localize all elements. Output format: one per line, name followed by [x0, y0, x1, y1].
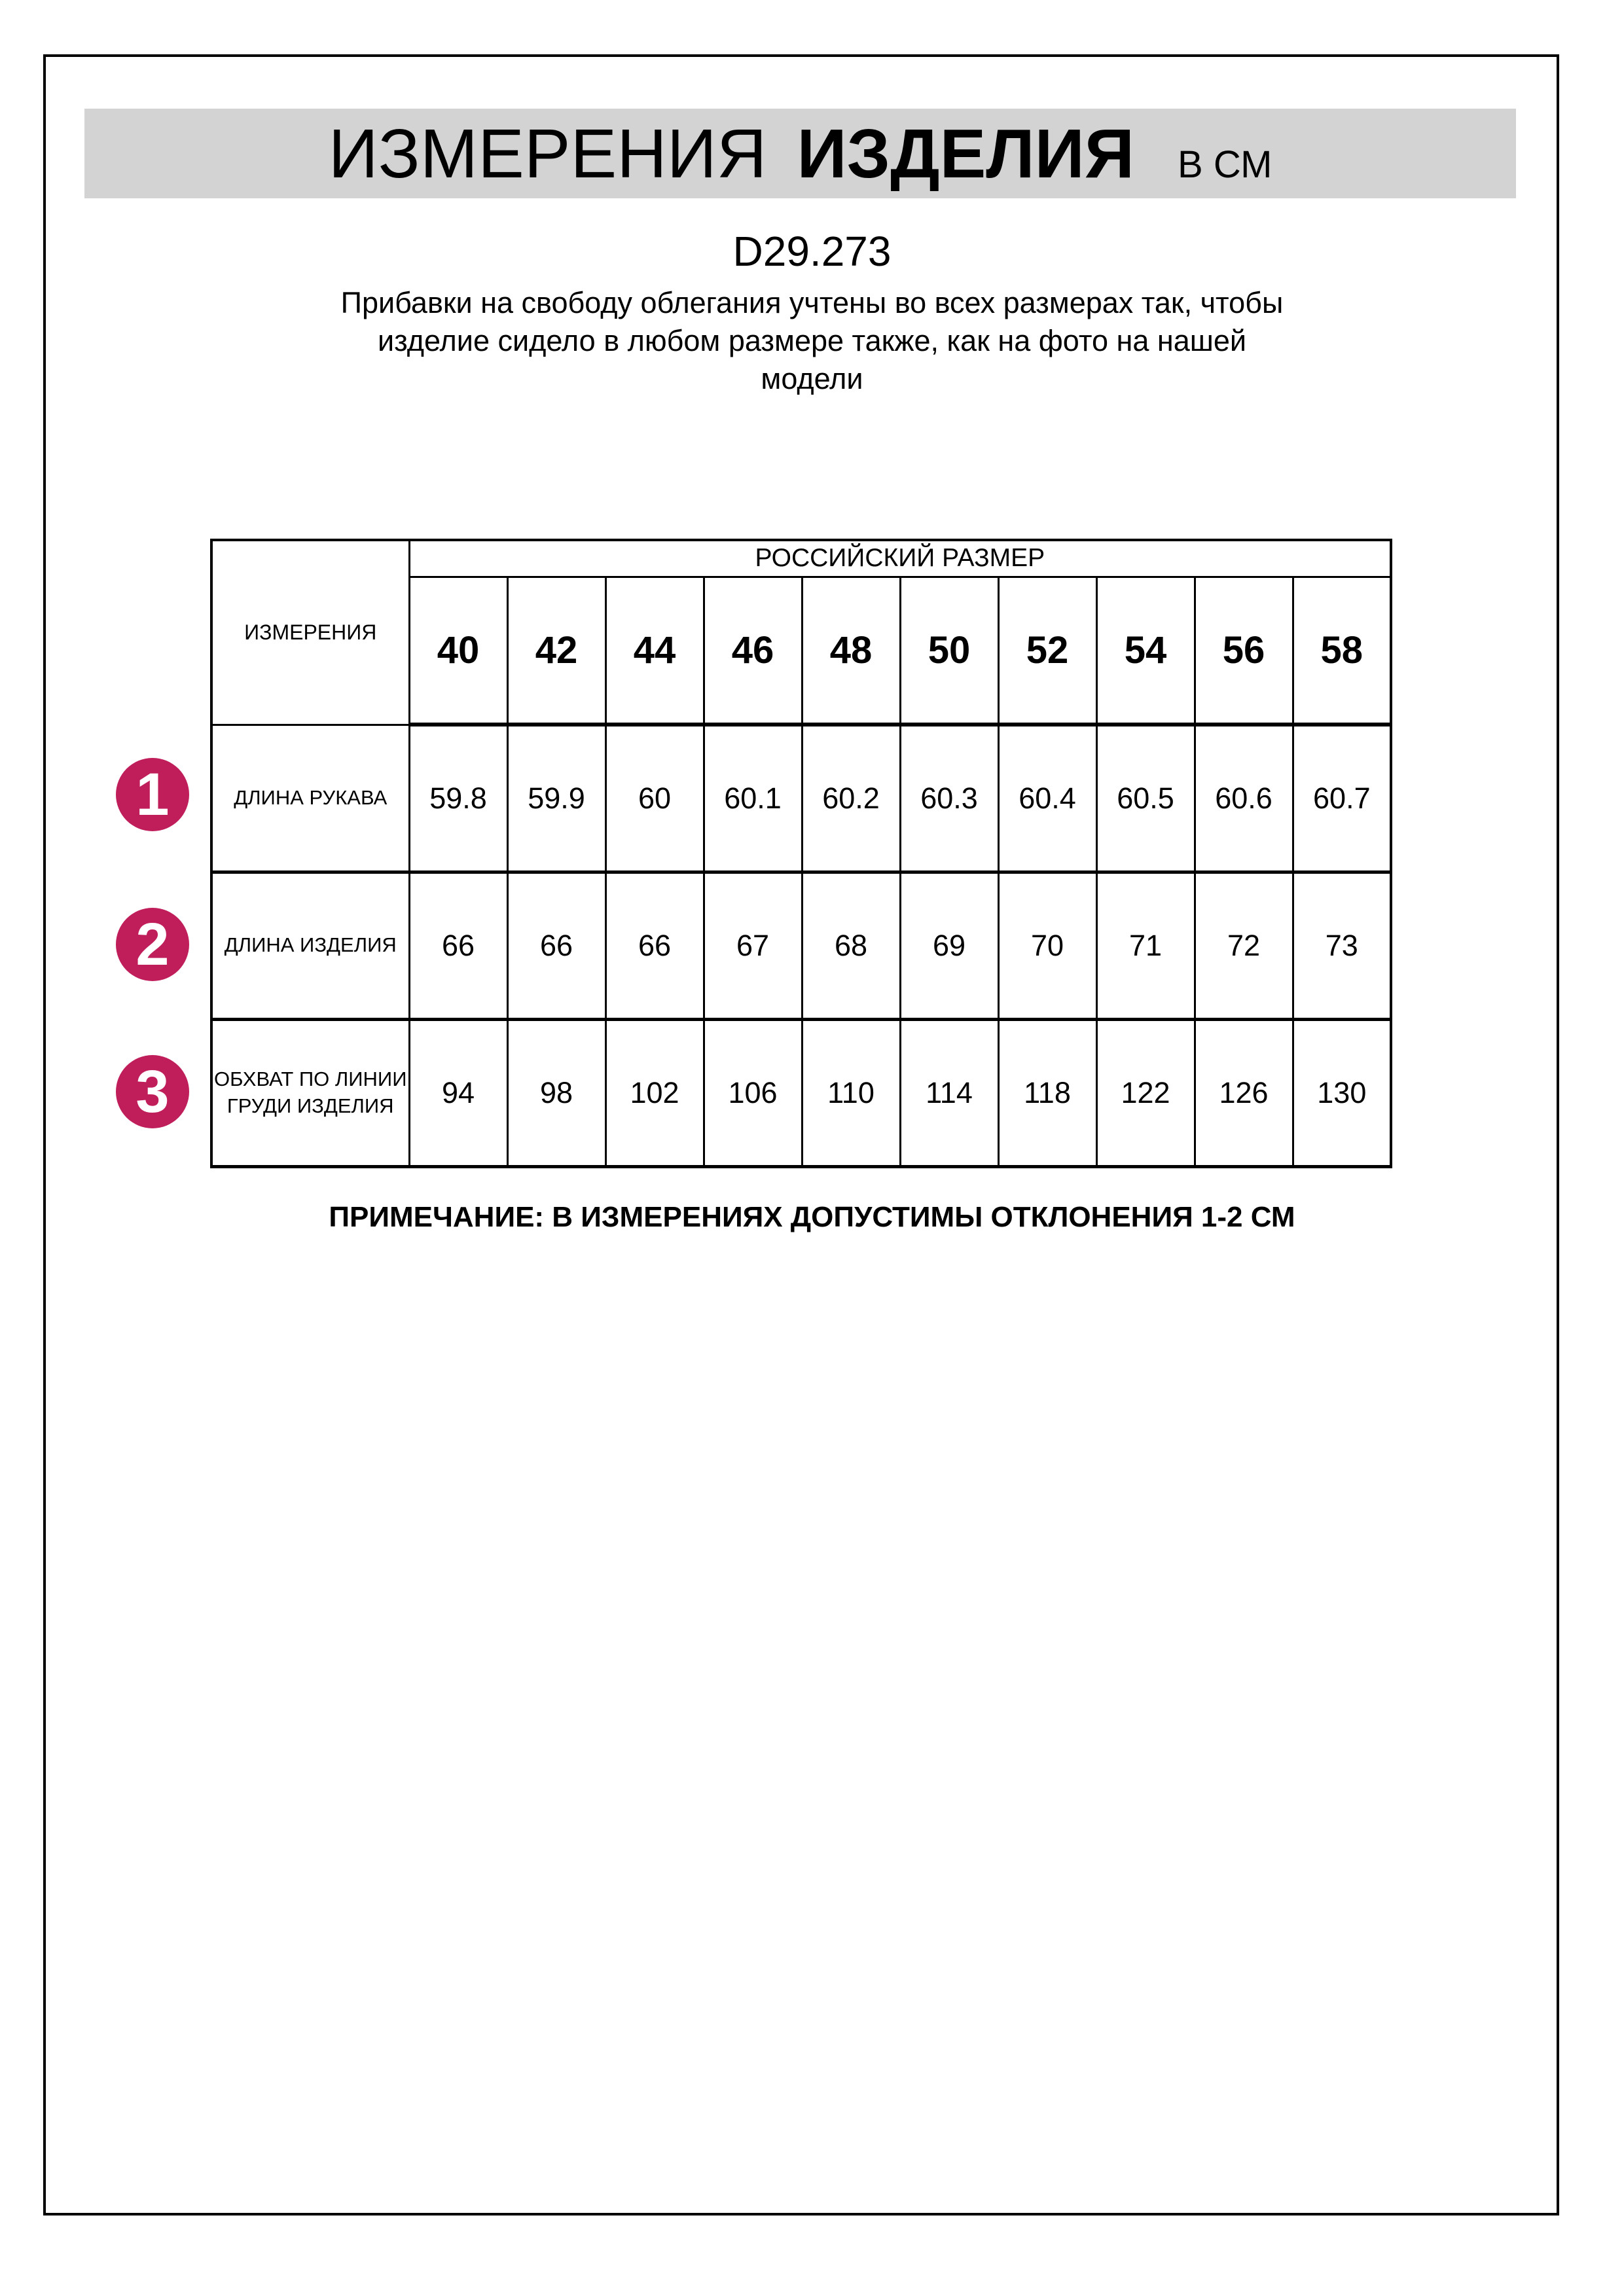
- measurement-label: ДЛИНА ИЗДЕЛИЯ: [211, 872, 409, 1019]
- page-title-unit: В СМ: [1178, 143, 1272, 186]
- measurement-value: 60.6: [1195, 725, 1293, 872]
- page-title: ИЗМЕРЕНИЯ: [328, 115, 767, 192]
- measurement-value: 68: [802, 872, 900, 1019]
- fit-description-line-1: Прибавки на свободу облегания учтены во всех размерах так, чтобы: [340, 286, 1284, 319]
- measurement-value: 102: [605, 1019, 704, 1166]
- size-header-50: 50: [900, 577, 998, 725]
- row-number-badge-3: 3: [116, 1055, 189, 1128]
- row-number-badge-2: 2: [116, 908, 189, 981]
- measurements-table: [210, 539, 1392, 1168]
- measurement-value: 60.5: [1096, 725, 1195, 872]
- measurement-value: 60.4: [998, 725, 1096, 872]
- measurement-value: 72: [1195, 872, 1293, 1019]
- page-title-line: [328, 115, 1272, 192]
- measurement-value: 71: [1096, 872, 1195, 1019]
- russian-size-header: РОССИЙСКИЙ РАЗМЕР: [409, 540, 1391, 577]
- measurement-value: 73: [1293, 872, 1391, 1019]
- measurement-value: 60.3: [900, 725, 998, 872]
- measurement-value: 59.9: [507, 725, 605, 872]
- fit-description: [0, 284, 1624, 398]
- title-banner: [84, 109, 1516, 198]
- measurement-value: 106: [704, 1019, 802, 1166]
- size-header-56: 56: [1195, 577, 1293, 725]
- size-header-58: 58: [1293, 577, 1391, 725]
- measurement-value: 60.2: [802, 725, 900, 872]
- measurement-value: 66: [605, 872, 704, 1019]
- measurement-value: 122: [1096, 1019, 1195, 1166]
- measurement-value: 94: [409, 1019, 507, 1166]
- page-title-emphasis: ИЗДЕЛИЯ: [797, 115, 1135, 192]
- measurement-value: 130: [1293, 1019, 1391, 1166]
- measurement-value: 98: [507, 1019, 605, 1166]
- size-header-46: 46: [704, 577, 802, 725]
- measurement-value: 66: [409, 872, 507, 1019]
- fit-description-line-3: модели: [761, 362, 863, 395]
- measurement-label: ДЛИНА РУКАВА: [211, 725, 409, 872]
- table-row-1: [211, 725, 1391, 872]
- size-header-48: 48: [802, 577, 900, 725]
- measurement-value: 66: [507, 872, 605, 1019]
- row-number-badge-1: 1: [116, 758, 189, 831]
- size-header-42: 42: [507, 577, 605, 725]
- size-header-52: 52: [998, 577, 1096, 725]
- measurement-value: 60: [605, 725, 704, 872]
- measurement-value: 59.8: [409, 725, 507, 872]
- measurement-value: 110: [802, 1019, 900, 1166]
- measurement-value: 67: [704, 872, 802, 1019]
- fit-description-line-2: изделие сидело в любом размере также, как на фото на нашей: [377, 324, 1247, 357]
- size-header-44: 44: [605, 577, 704, 725]
- measurement-value: 70: [998, 872, 1096, 1019]
- product-code: D29.273: [732, 228, 892, 275]
- measurement-value: 60.7: [1293, 725, 1391, 872]
- measurement-value: 126: [1195, 1019, 1293, 1166]
- tolerance-note: ПРИМЕЧАНИЕ: В ИЗМЕРЕНИЯХ ДОПУСТИМЫ ОТКЛОНЕНИЯ 1-2 СМ: [329, 1201, 1295, 1233]
- table-corner-label: ИЗМЕРЕНИЯ: [211, 540, 409, 725]
- table-row-2: [211, 872, 1391, 1019]
- measurement-value: 114: [900, 1019, 998, 1166]
- table-row-3: [211, 1019, 1391, 1166]
- measurement-value: 69: [900, 872, 998, 1019]
- size-header-40: 40: [409, 577, 507, 725]
- measurement-value: 60.1: [704, 725, 802, 872]
- measurement-value: 118: [998, 1019, 1096, 1166]
- group-header-row: [211, 540, 1391, 577]
- size-header-54: 54: [1096, 577, 1195, 725]
- measurement-label: ОБХВАТ ПО ЛИНИИ ГРУДИ ИЗДЕЛИЯ: [211, 1019, 409, 1166]
